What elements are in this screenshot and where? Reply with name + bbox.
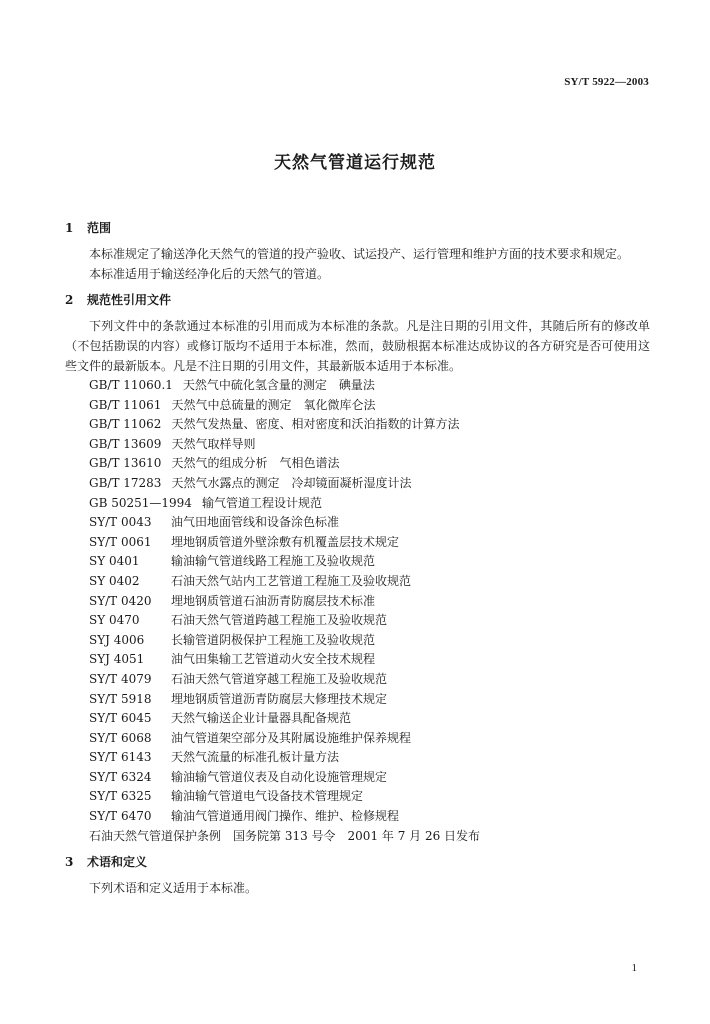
reference-title: 输油输气管道线路工程施工及验收规范 bbox=[171, 554, 376, 569]
reference-item bbox=[89, 435, 650, 455]
reference-item bbox=[89, 748, 650, 768]
reference-title: 输油输气管道仪表及自动化设施管理规定 bbox=[171, 769, 388, 784]
reference-code: SY 0402 bbox=[89, 573, 140, 588]
reference-title: 石油天然气管道跨越工程施工及验收规范 bbox=[171, 613, 388, 628]
reference-item bbox=[89, 768, 650, 788]
reference-code: SY/T 6470 bbox=[89, 809, 152, 824]
reference-title: 天然气的组成分析 气相色谱法 bbox=[171, 456, 340, 471]
reference-item bbox=[89, 650, 650, 670]
reference-item bbox=[89, 415, 650, 435]
reference-item bbox=[89, 631, 650, 651]
reference-title: 埋地钢质管道石油沥青防腐层技术标准 bbox=[171, 593, 376, 608]
reference-item bbox=[89, 807, 650, 827]
reference-code: SY/T 4079 bbox=[89, 671, 152, 686]
section-title: 范围 bbox=[87, 221, 112, 235]
reference-title: 输气管道工程设计规范 bbox=[201, 495, 322, 510]
section-heading-terms bbox=[65, 852, 650, 872]
reference-item bbox=[89, 611, 650, 631]
reference-item bbox=[89, 474, 650, 494]
reference-code: SYJ 4006 bbox=[89, 632, 145, 647]
reference-code: GB/T 13609 bbox=[89, 436, 162, 451]
reference-code: SY/T 5918 bbox=[89, 691, 152, 706]
reference-item bbox=[89, 670, 650, 690]
reference-item bbox=[89, 709, 650, 729]
reference-code: SY/T 6068 bbox=[89, 730, 152, 745]
section-number: 3 bbox=[65, 855, 74, 870]
reference-code: GB/T 11060.1 bbox=[89, 378, 173, 392]
document-body bbox=[65, 218, 650, 898]
reference-item bbox=[89, 376, 650, 396]
reference-code: SY 0401 bbox=[89, 554, 140, 569]
reference-title: 天然气水露点的测定 冷却镜面凝析湿度计法 bbox=[171, 475, 412, 490]
reference-title: 天然气发热量、密度、相对密度和沃泊指数的计算方法 bbox=[171, 417, 460, 432]
reference-code: SY/T 6143 bbox=[89, 750, 152, 765]
reference-code: GB/T 11062 bbox=[89, 417, 162, 432]
reference-code: SY/T 6045 bbox=[89, 711, 152, 726]
terms-intro-paragraph: 下列术语和定义适用于本标准。 bbox=[89, 881, 258, 896]
section-title: 术语和定义 bbox=[87, 855, 148, 870]
reference-item bbox=[89, 396, 650, 416]
reference-title: 输油气管道通用阀门操作、维护、检修规程 bbox=[171, 809, 400, 824]
reference-code: GB 50251—1994 bbox=[89, 495, 192, 510]
reference-item bbox=[89, 729, 650, 749]
reference-item bbox=[89, 572, 650, 592]
reference-code: SY/T 6325 bbox=[89, 789, 152, 804]
reference-title: 天然气中总硫量的测定 氧化微库仑法 bbox=[171, 397, 376, 412]
reference-title: 油气田集输工艺管道动火安全技术规程 bbox=[171, 652, 376, 667]
reference-item bbox=[89, 533, 650, 553]
reference-title: 天然气流量的标准孔板计量方法 bbox=[171, 750, 340, 765]
reference-title: 天然气中硫化氢含量的测定 碘量法 bbox=[182, 378, 375, 392]
reference-title: 输油输气管道电气设备技术管理规定 bbox=[171, 789, 364, 804]
reference-title: 埋地钢质管道外壁涂敷有机覆盖层技术规定 bbox=[171, 534, 400, 549]
page-number: 1 bbox=[631, 962, 637, 974]
section-number: 2 bbox=[65, 293, 74, 307]
scope-paragraph: 本标准规定了输送净化天然气的管道的投产验收、试运投产、运行管理和维护方面的技术要求和规定。 bbox=[89, 247, 630, 261]
reference-item bbox=[89, 513, 650, 533]
section-heading-normative-references bbox=[65, 290, 650, 310]
reference-title: 天然气取样导则 bbox=[171, 436, 256, 451]
reference-code: GB/T 17283 bbox=[89, 475, 162, 490]
reference-item bbox=[89, 592, 650, 612]
scope-paragraph: 本标准适用于输送经净化后的天然气的管道。 bbox=[89, 267, 330, 281]
reference-title: 油气田地面管线和设备涂色标准 bbox=[171, 515, 340, 530]
reference-title: 油气管道架空部分及其附属设施维护保养规程 bbox=[171, 730, 412, 745]
reference-code: GB/T 13610 bbox=[89, 456, 162, 471]
standard-number: SY/T 5922—2003 bbox=[564, 76, 649, 88]
section-title: 规范性引用文件 bbox=[87, 293, 172, 307]
document-title: 天然气管道运行规范 bbox=[274, 153, 436, 173]
reference-title: 天然气输送企业计量器具配备规范 bbox=[171, 711, 352, 726]
reference-title: 石油天然气站内工艺管道工程施工及验收规范 bbox=[171, 573, 412, 588]
reference-item bbox=[89, 494, 650, 514]
reference-code: SY/T 0061 bbox=[89, 534, 152, 549]
reference-code: SY/T 0420 bbox=[89, 593, 152, 608]
reference-item bbox=[89, 454, 650, 474]
reference-code: SY/T 0043 bbox=[89, 515, 152, 530]
regulation-reference: 石油天然气管道保护条例 国务院第 313 号令 2001 年 7 月 26 日发布 bbox=[89, 828, 481, 843]
section-number: 1 bbox=[65, 221, 74, 235]
reference-code: GB/T 11061 bbox=[89, 397, 162, 412]
reference-item bbox=[89, 690, 650, 710]
reference-code: SY/T 6324 bbox=[89, 769, 152, 784]
reference-code: SYJ 4051 bbox=[89, 652, 145, 667]
reference-title: 埋地钢质管道沥青防腐层大修理技术规定 bbox=[171, 691, 388, 706]
reference-code: SY 0470 bbox=[89, 613, 140, 628]
reference-list bbox=[65, 376, 650, 827]
reference-title: 石油天然气管道穿越工程施工及验收规范 bbox=[171, 671, 388, 686]
reference-item bbox=[89, 787, 650, 807]
reference-item bbox=[89, 552, 650, 572]
reference-title: 长输管道阴极保护工程施工及验收规范 bbox=[171, 632, 376, 647]
section-heading-scope bbox=[65, 218, 650, 238]
normative-intro-paragraph: 下列文件中的条款通过本标准的引用而成为本标准的条款。凡是注日期的引用文件，其随后所有的修改单（不包括勘误的内容）或修订版均不适用于本标准，然而，鼓励根据本标准达成协议的各方研究是否可使用这些文件的最新版本。凡是不注日期的引用文件，其最新版本适用于本标准。 bbox=[65, 319, 650, 373]
